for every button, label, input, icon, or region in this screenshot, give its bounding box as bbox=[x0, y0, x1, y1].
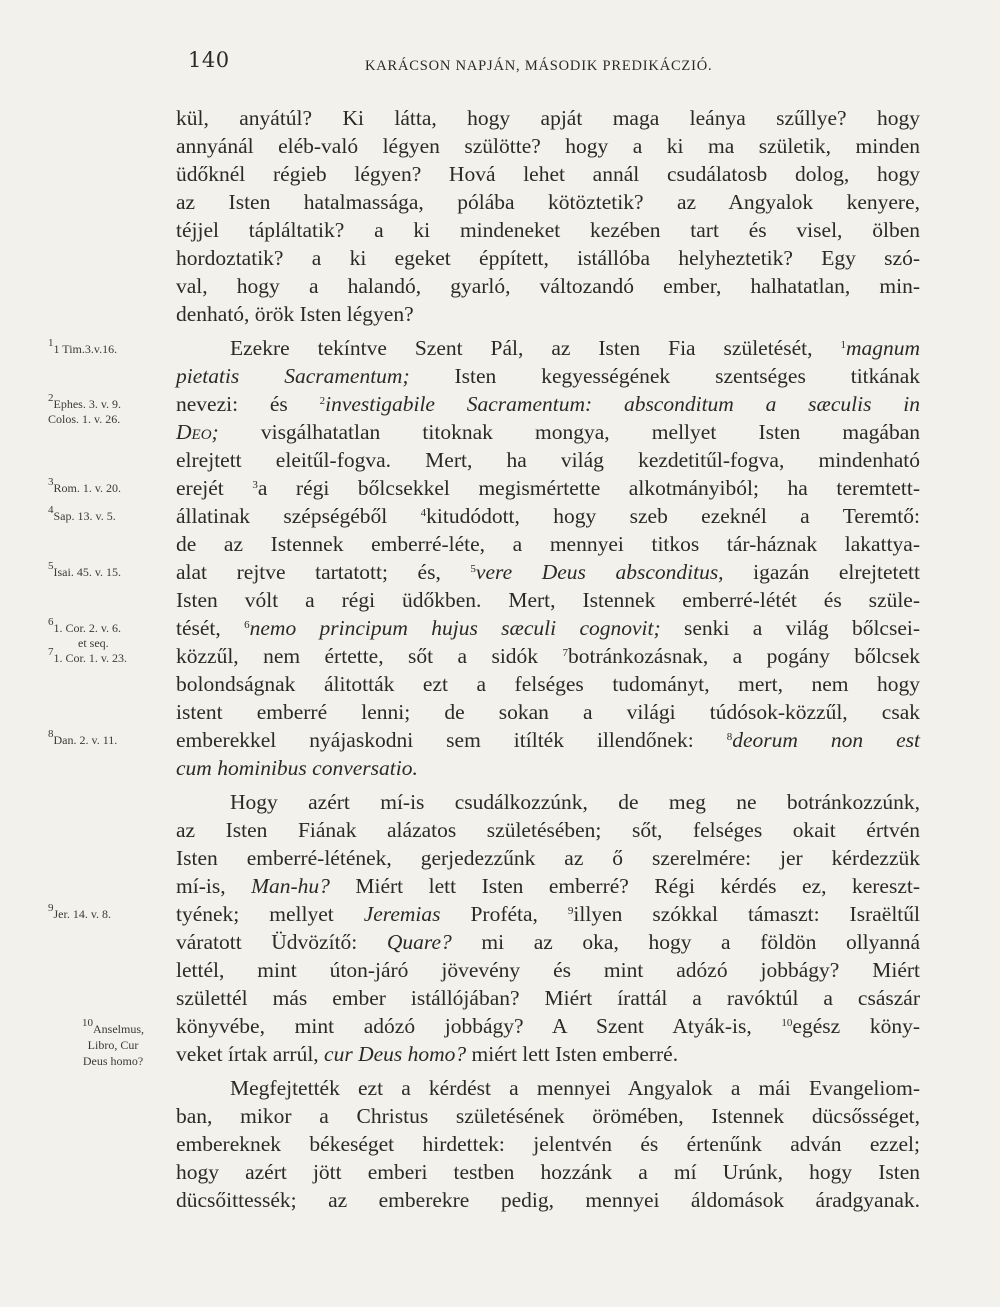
margin-note: $^{10}$Anselmus, bbox=[82, 1017, 144, 1036]
footnote-mark: 3 bbox=[252, 479, 258, 491]
running-head: KARÁCSON NAPJÁN, MÁSODIK PREDIKÁCZIÓ. bbox=[365, 58, 713, 74]
text-line: veket írtak arrúl, cur Deus homo? miért lett Isten emberré. bbox=[176, 1042, 679, 1066]
text-line: val, hogy a halandó, gyarló, változandó ember, halhatatlan, min- bbox=[176, 274, 920, 298]
margin-note: $^1$1 Tim.3.v.16. bbox=[48, 337, 118, 356]
footnote-mark: 1 bbox=[840, 339, 846, 351]
text-line: erejét $^3$a régi bőlcsekkel megismértette alkotmányiból; ha teremtett- bbox=[176, 476, 920, 500]
text-line: könyvébe, mint adózó jobbágy? A Szent Atyák-is, $^{10}$egész köny- bbox=[176, 1014, 921, 1038]
text-line: mí-is, Man-hu? Miért lett Isten emberré? Régi kérdés ez, kereszt- bbox=[176, 874, 920, 898]
footnote-mark: 4 bbox=[420, 507, 427, 519]
text-line: bolondságnak álitották ezt a felséges tudományt, mert, nem hogy bbox=[176, 672, 920, 696]
text-line: állatinak szépségéből $^4$kitudódott, hogy szeb ezeknél a Teremtő: bbox=[176, 504, 920, 528]
margin-note: $^2$Ephes. 3. v. 9. bbox=[48, 392, 122, 411]
text-line: közzűl, nem értette, sőt a sidók $^7$botránkozásnak, a pogány bőlcsek bbox=[176, 644, 920, 668]
footnote-mark: 9 bbox=[567, 905, 574, 917]
text-line: az Isten Fiának alázatos születésében; sőt, felséges okait értvén bbox=[176, 818, 920, 842]
text-line: ban, mikor a Christus születésének örömében, Istennek dücsősséget, bbox=[176, 1104, 920, 1128]
footnote-mark: 6 bbox=[244, 619, 250, 631]
text-line: hogy azért jött emberi testben hozzánk a mí Urúnk, hogy Isten bbox=[176, 1160, 920, 1184]
margin-note: $^4$Sap. 13. v. 5. bbox=[48, 504, 116, 523]
text-line: kül, anyátúl? Ki látta, hogy apját maga leánya szűllye? hogy bbox=[176, 106, 920, 130]
margin-note: et seq. bbox=[78, 636, 109, 650]
footnote-mark: 10 bbox=[781, 1017, 793, 1029]
footnote-mark: 8 bbox=[726, 731, 733, 743]
text-line: Hogy azért mí-is csudálkozzúnk, de meg ne botránkozzúnk, bbox=[230, 790, 920, 814]
text-line: tését, $^6$nemo principum hujus sæculi cognovit; senki a világ bőlcsei- bbox=[176, 616, 921, 640]
footnote-mark: 5 bbox=[470, 563, 476, 575]
text-line: Megfejtették ezt a kérdést a mennyei Angyalok a mái Evangeliom- bbox=[230, 1076, 920, 1100]
text-line: nevezi: és $^2$investigabile Sacramentum: absconditum a sæculis in bbox=[176, 392, 920, 416]
text-line: Isten vólt a régi üdőkben. Mert, Istennek emberré-létét és szüle- bbox=[176, 588, 920, 612]
text-line: lettél, mint úton-járó jövevény és mint adózó jobbágy? Miért bbox=[176, 958, 920, 982]
margin-note: Libro, Cur bbox=[87, 1038, 139, 1052]
text-line: az Isten hatalmassága, pólába kötöztetik? az Angyalok kenyere, bbox=[176, 190, 920, 214]
text-line: váratott Üdvözítő: Quare? mi az oka, hogy a földön ollyanná bbox=[176, 930, 920, 954]
text-line: cum hominibus conversatio. bbox=[176, 756, 418, 780]
margin-note: $^8$Dan. 2. v. 11. bbox=[48, 728, 118, 747]
text-line: elrejtett eleitűl-fogva. Mert, ha világ kezdetitűl-fogva, mindenható bbox=[176, 448, 920, 472]
text-line: emberekkel nyájaskodni sem itílték illendőnek: $^8$deorum non est bbox=[176, 728, 920, 752]
text-line: Deo; visgálhatatlan titoknak mongya, mellyet Isten magában bbox=[176, 420, 920, 444]
text-line: embereknek békeséget hirdettek: jelentvén és értenűnk adván ezzel; bbox=[176, 1132, 920, 1156]
text-line: Isten emberré-létének, gerjedezzűnk az ő szerelmére: jer kérdezzük bbox=[176, 846, 920, 870]
margin-note: $^7$1. Cor. 1. v. 23. bbox=[48, 646, 128, 665]
text-line: üdőknél régieb légyen? Hová lehet annál csudálatosb dolog, hogy bbox=[176, 162, 920, 186]
footnote-mark: 2 bbox=[319, 395, 326, 407]
text-line: annyánál eléb-való légyen szülötte? hogy a ki ma születik, minden bbox=[176, 134, 920, 158]
text-line: téjjel tápláltatik? a ki mindeneket kezében tart és visel, ölben bbox=[176, 218, 920, 242]
margin-note: $^3$Rom. 1. v. 20. bbox=[48, 476, 122, 495]
margin-note: $^9$Jer. 14. v. 8. bbox=[48, 902, 112, 921]
text-line: dücsőittessék; az emberekre pedig, mennyei áldomások áradgyanak. bbox=[176, 1188, 920, 1212]
text-line: denható, örök Isten légyen? bbox=[176, 302, 414, 326]
text-line: alat rejtve tartatott; és, $^5$vere Deus absconditus, igazán elrejtetett bbox=[176, 560, 920, 584]
text-line: istent emberré lenni; de sokan a világi túdósok-közzűl, csak bbox=[176, 700, 920, 724]
page-number: 140 bbox=[188, 48, 230, 72]
margin-note: $^5$Isai. 45. v. 15. bbox=[48, 560, 122, 579]
text-line: hordoztatik? a ki egeket éppített, istállóba helyheztetik? Egy szó- bbox=[176, 246, 920, 270]
text-line: születtél más ember istállójában? Miért írattál a ravóktúl a császár bbox=[176, 986, 920, 1010]
text-line: de az Istennek emberré-léte, a mennyei titkos tár-háznak lakattya- bbox=[176, 532, 920, 556]
margin-note: Deus homo? bbox=[82, 1054, 144, 1068]
footnote-mark: 7 bbox=[562, 647, 568, 659]
margin-note: $^6$1. Cor. 2. v. 6. bbox=[48, 616, 122, 635]
margin-note: Colos. 1. v. 26. bbox=[48, 412, 121, 426]
text-line: tyének; mellyet Jeremias Proféta, $^9$illyen szókkal támaszt: Israëltűl bbox=[176, 902, 920, 926]
text-line: pietatis Sacramentum; Isten kegyességének szentséges titkának bbox=[176, 364, 920, 388]
text-line: Ezekre tekíntve Szent Pál, az Isten Fia születését, $^1$magnum bbox=[230, 336, 920, 360]
